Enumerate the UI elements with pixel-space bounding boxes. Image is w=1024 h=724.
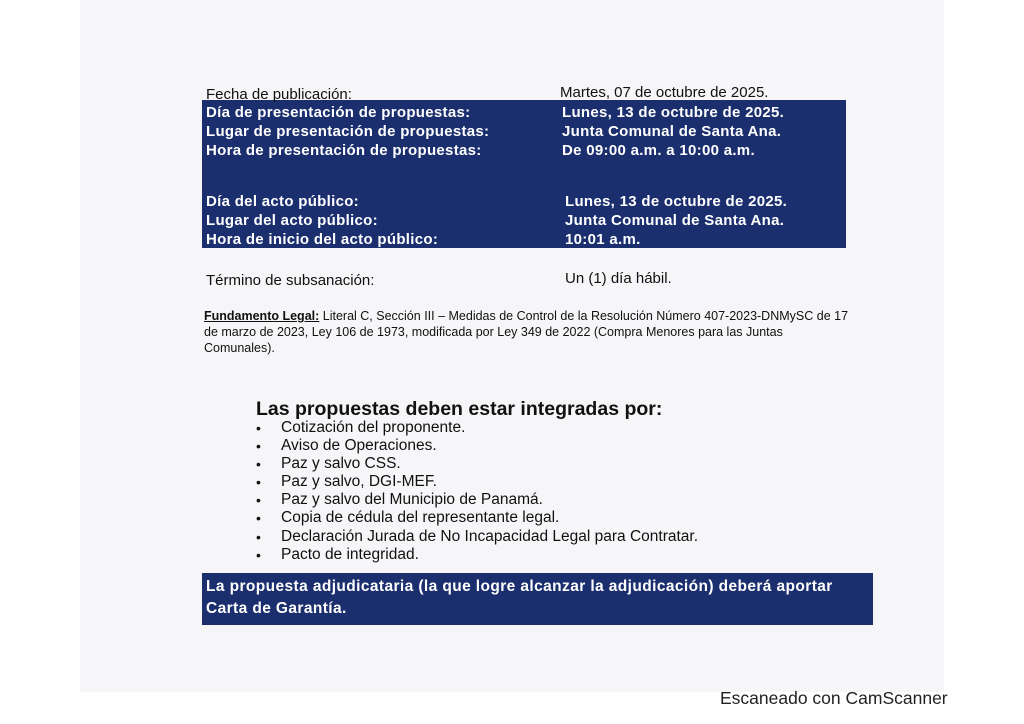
award-note: La propuesta adjudicataria (la que logre alcanzar la adjudicación) deberá aportar Carta de Garantía.	[202, 573, 873, 625]
bullet-icon: •	[256, 492, 261, 509]
proposal-day-value: Lunes, 13 de octubre de 2025.	[562, 104, 785, 121]
list-item: • Copia de cédula del representante legal.	[256, 509, 560, 527]
list-item: • Paz y salvo, DGI-MEF.	[256, 473, 437, 491]
act-time-label: Hora de inicio del acto público:	[206, 231, 439, 248]
bullet-icon: •	[256, 474, 261, 491]
list-item: • Pacto de integridad.	[256, 545, 419, 563]
scanner-watermark: Escaneado con CamScanner	[720, 688, 948, 708]
list-item: • Aviso de Operaciones.	[256, 437, 437, 455]
publication-label: Fecha de publicación:	[206, 86, 352, 103]
act-day-value: Lunes, 13 de octubre de 2025.	[565, 193, 788, 210]
list-item: • Paz y salvo CSS.	[256, 455, 401, 473]
bullet-icon: •	[256, 456, 261, 473]
proposal-place-value: Junta Comunal de Santa Ana.	[562, 123, 782, 140]
bullet-icon: •	[256, 438, 261, 455]
proposal-day-label: Día de presentación de propuestas:	[206, 104, 471, 121]
requirements-title: Las propuestas deben estar integradas por:	[256, 398, 663, 420]
act-place-label: Lugar del acto público:	[206, 212, 378, 229]
bullet-icon: •	[256, 420, 261, 436]
list-item: • Paz y salvo del Municipio de Panamá.	[256, 491, 543, 509]
publication-value: Martes, 07 de octubre de 2025.	[560, 84, 769, 101]
legal-basis	[204, 308, 854, 356]
bullet-icon: •	[256, 510, 261, 527]
legal-basis-heading: Fundamento Legal:	[204, 309, 320, 323]
proposal-time-label: Hora de presentación de propuestas:	[206, 142, 482, 159]
bullet-icon: •	[256, 546, 261, 563]
bullet-icon: •	[256, 528, 261, 545]
proposal-time-value: De 09:00 a.m. a 10:00 a.m.	[562, 142, 755, 159]
correction-value: Un (1) día hábil.	[565, 270, 672, 287]
legal-basis-text: Literal C, Sección III – Medidas de Control de la Resolución Número 407-2023-DNMySC de 17 de marzo de 2023, Ley 106 de 1973, modificada por Ley 349 de 2022 (Compra Menores para las Juntas Comunales).	[204, 309, 849, 355]
act-day-label: Día del acto público:	[206, 193, 359, 210]
proposal-place-label: Lugar de presentación de propuestas:	[206, 123, 490, 140]
act-time-value: 10:01 a.m.	[565, 231, 641, 248]
requirements-list	[256, 419, 698, 564]
correction-label: Término de subsanación:	[206, 272, 375, 289]
list-item: • Cotización del proponente.	[256, 419, 466, 436]
act-place-value: Junta Comunal de Santa Ana.	[565, 212, 785, 229]
list-item: • Declaración Jurada de No Incapacidad Legal para Contratar.	[256, 527, 699, 545]
